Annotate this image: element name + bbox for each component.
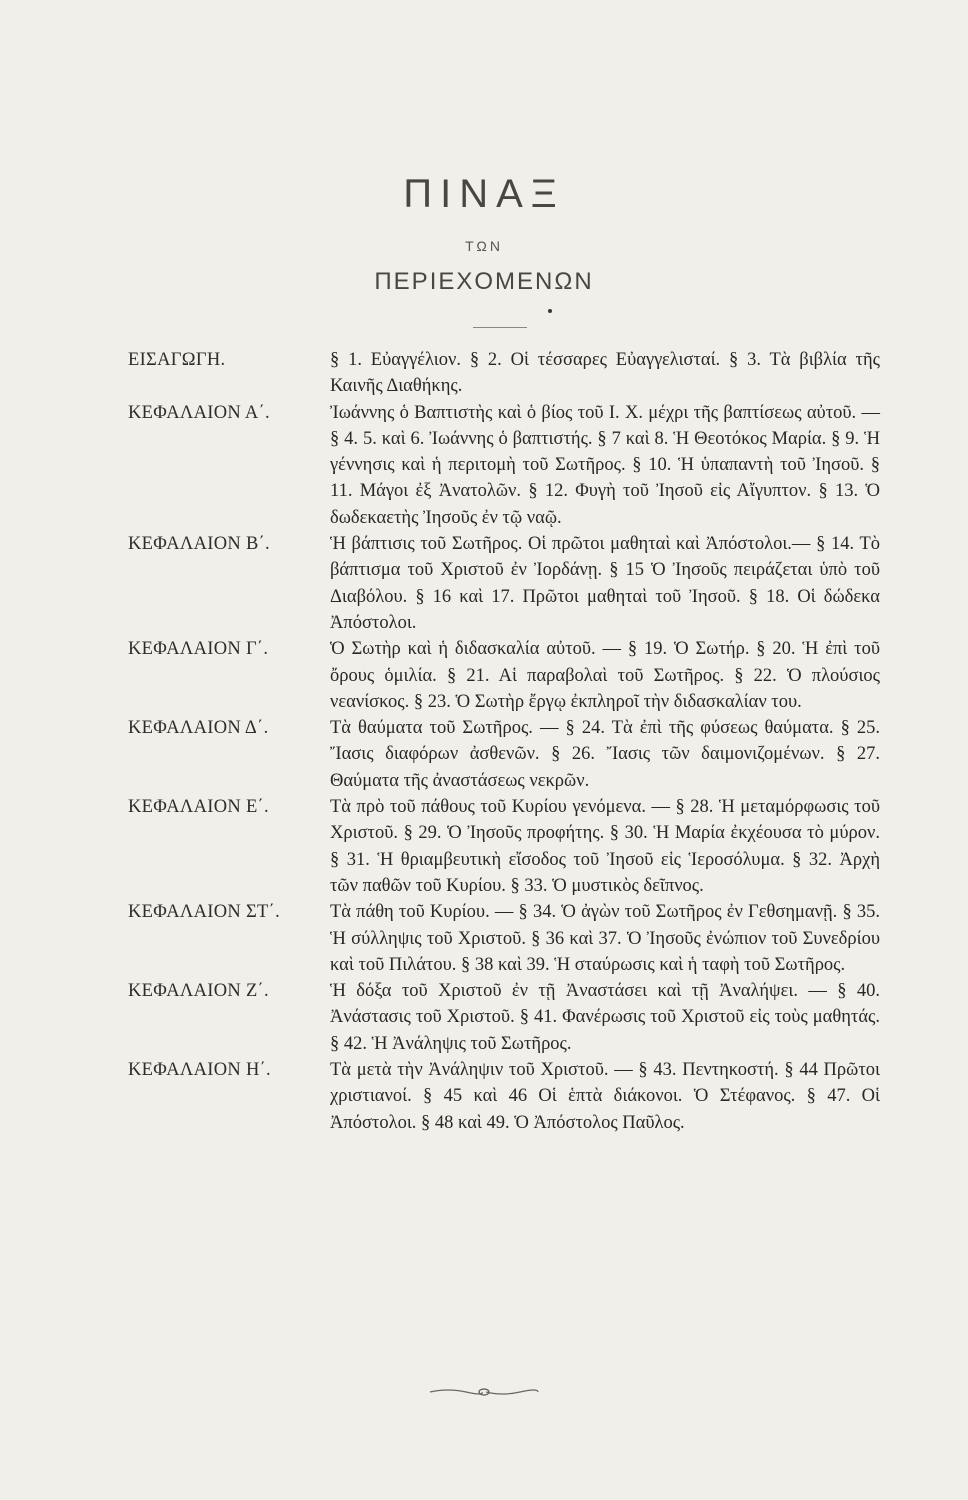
toc-label: ΕΙΣΑΓΩΓΗ. <box>128 350 226 370</box>
toc-entry-chapter-6 <box>128 899 880 978</box>
subtitle-contents: ΠΕΡΙΕΧΟΜΕΝΩΝ <box>374 268 594 295</box>
toc-text: Ὁ Σωτὴρ καὶ ἡ διδασκαλία αὐτοῦ. — § 19. Ὁ Σωτήρ. § 20. Ἡ ἐπὶ τοῦ ὄρους ὁμιλία. § 21. Αἱ παραβολαὶ τοῦ Σωτῆρος. § 22. Ὁ πλούσιος νεανίσκος. § 23. Ὁ Σωτὴρ ἔργῳ ἐκπληροῖ τὴν διδασκαλίαν του. <box>330 639 880 712</box>
toc-label: ΚΕΦΑΛΑΙΟΝ Δ΄. <box>128 718 269 739</box>
toc-text: Ἡ δόξα τοῦ Χριστοῦ ἐν τῇ Ἀναστάσει καὶ τῇ Ἀναλήψει. — § 40. Ἀνάστασις τοῦ Χριστοῦ. § 41. Φανέρωσις τοῦ Χριστοῦ εἰς τοὺς μαθητάς. § 42. Ἡ Ἀνάληψις τοῦ Σωτῆρος. <box>330 981 880 1054</box>
toc-entry-introduction <box>128 347 880 400</box>
ornament-divider <box>428 1386 540 1398</box>
page-title: ΠΙΝΑΞ <box>403 172 565 216</box>
toc-label: ΚΕΦΑΛΑΙΟΝ Ζ΄. <box>128 981 269 1002</box>
toc-entry-chapter-1 <box>128 400 880 531</box>
decorative-dot <box>548 309 552 313</box>
toc-label: ΚΕΦΑΛΑΙΟΝ Ε΄. <box>128 797 269 818</box>
divider-rule <box>473 327 527 328</box>
toc-entry-chapter-2 <box>128 531 880 636</box>
toc-text: Τὰ πάθη τοῦ Κυρίου. — § 34. Ὁ ἀγὼν τοῦ Σωτῆρος ἐν Γεθσημανῇ. § 35. Ἡ σύλληψις τοῦ Χριστοῦ. § 36 καὶ 37. Ὁ Ἰησοῦς ἐνώπιον τοῦ Συνεδρίου καὶ τοῦ Πιλάτου. § 38 καὶ 39. Ἡ σταύρωσις καὶ ἡ ταφὴ τοῦ Σωτῆρος. <box>330 902 880 975</box>
subtitle-article: ΤΩΝ <box>465 238 503 254</box>
toc-text: Τὰ πρὸ τοῦ πάθους τοῦ Κυρίου γενόμενα. — § 28. Ἡ μεταμόρφωσις τοῦ Χριστοῦ. § 29. Ὁ Ἰησοῦς προφήτης. § 30. Ἡ Μαρία ἐκχέουσα τὸ μύρον. § 31. Ἡ θριαμβευτικὴ εἴσοδος τοῦ Ἰησοῦ εἰς Ἱεροσόλυμα. § 32. Ἀρχὴ τῶν παθῶν τοῦ Κυρίου. § 33. Ὁ μυστικὸς δεῖπνος. <box>330 797 880 896</box>
toc-text: Τὰ θαύματα τοῦ Σωτῆρος. — § 24. Τὰ ἐπὶ τῆς φύσεως θαύματα. § 25. Ἴασις διαφόρων ἀσθενῶν. § 26. Ἴασις τῶν δαιμονιζομένων. § 27. Θαύματα τῆς ἀναστάσεως νεκρῶν. <box>330 718 880 791</box>
toc-label: ΚΕΦΑΛΑΙΟΝ Β΄. <box>128 534 270 555</box>
toc-text: Ἡ βάπτισις τοῦ Σωτῆρος. Οἱ πρῶτοι μαθηταὶ καὶ Ἀπόστολοι.— § 14. Τὸ βάπτισμα τοῦ Χριστοῦ ἐν Ἰορδάνῃ. § 15 Ὁ Ἰησοῦς πειράζεται ὑπὸ τοῦ Διαβόλου. § 16 καὶ 17. Πρῶτοι μαθηταὶ τοῦ Ἰησοῦ. § 18. Οἱ δώδεκα Ἀπόστολοι. <box>330 534 880 633</box>
toc-entry-chapter-8 <box>128 1057 880 1136</box>
toc-text: Τὰ μετὰ τὴν Ἀνάληψιν τοῦ Χριστοῦ. — § 43. Πεντηκοστή. § 44 Πρῶτοι χριστιανοί. § 45 καὶ 46 Οἱ ἑπτὰ διάκονοι. Ὁ Στέφανος. § 47. Οἱ Ἀπόστολοι. § 48 καὶ 49. Ὁ Ἀπόστολος Παῦλος. <box>330 1060 880 1133</box>
toc-text: Ἰωάννης ὁ Βαπτιστὴς καὶ ὁ βίος τοῦ Ι. Χ. μέχρι τῆς βαπτίσεως αὐτοῦ. — § 4. 5. καὶ 6. Ἰωάννης ὁ βαπτιστής. § 7 καὶ 8. Ἡ Θεοτόκος Μαρία. § 9. Ἡ γέννησις καὶ ἡ περιτομὴ τοῦ Σωτῆρος. § 10. Ἡ ὑπαπαντὴ τοῦ Ἰησοῦ. § 11. Μάγοι ἐξ Ἀνατολῶν. § 12. Φυγὴ τοῦ Ἰησοῦ εἰς Αἴγυπτον. § 13. Ὁ δωδεκαετὴς Ἰησοῦς ἐν τῷ ναῷ. <box>330 402 880 528</box>
toc-text: § 1. Εὐαγγέλιον. § 2. Οἱ τέσσαρες Εὐαγγελισταί. § 3. Τὰ βιβλία τῆς Καινῆς Διαθήκης. <box>330 350 880 397</box>
table-of-contents <box>128 347 880 1136</box>
toc-label: ΚΕΦΑΛΑΙΟΝ Α΄. <box>128 402 270 423</box>
toc-label: ΚΕΦΑΛΑΙΟΝ Γ΄. <box>128 639 269 660</box>
toc-entry-chapter-5 <box>128 794 880 899</box>
toc-label: ΚΕΦΑΛΑΙΟΝ Η΄. <box>128 1060 271 1081</box>
toc-label: ΚΕΦΑΛΑΙΟΝ ΣΤ΄. <box>128 902 280 923</box>
toc-entry-chapter-4 <box>128 715 880 794</box>
toc-entry-chapter-7 <box>128 978 880 1057</box>
toc-entry-chapter-3 <box>128 636 880 715</box>
